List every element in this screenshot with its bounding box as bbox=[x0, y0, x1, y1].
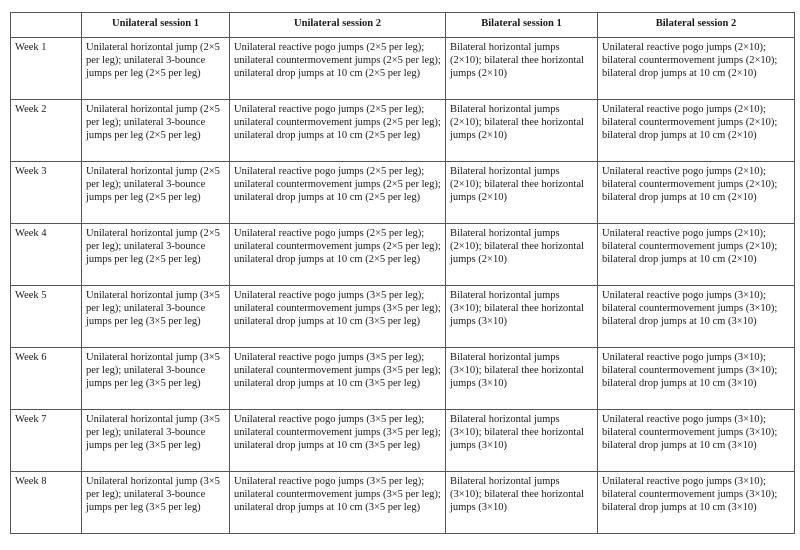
bilateral-session-1-cell: Bilateral horizontal jumps (3×10); bilateral thee horizontal jumps (3×10) bbox=[446, 472, 598, 534]
unilateral-session-1-cell: Unilateral horizontal jump (3×5 per leg); unilateral 3-bounce jumps per leg (3×5 per leg) bbox=[82, 410, 230, 472]
header-week bbox=[11, 13, 82, 38]
unilateral-session-1-cell: Unilateral horizontal jump (3×5 per leg); unilateral 3-bounce jumps per leg (3×5 per leg) bbox=[82, 286, 230, 348]
table-row bbox=[11, 224, 795, 286]
table-row bbox=[11, 410, 795, 472]
bilateral-session-1-cell: Bilateral horizontal jumps (2×10); bilateral thee horizontal jumps (2×10) bbox=[446, 100, 598, 162]
unilateral-session-2-cell: Unilateral reactive pogo jumps (3×5 per leg); unilateral countermovement jumps (3×5 per leg); unilateral drop jumps at 10 cm (3×5 per leg) bbox=[230, 472, 446, 534]
table-row bbox=[11, 100, 795, 162]
header-row bbox=[11, 13, 795, 38]
unilateral-session-1-cell: Unilateral horizontal jump (2×5 per leg); unilateral 3-bounce jumps per leg (2×5 per leg) bbox=[82, 100, 230, 162]
unilateral-session-1-cell: Unilateral horizontal jump (3×5 per leg); unilateral 3-bounce jumps per leg (3×5 per leg) bbox=[82, 348, 230, 410]
table-row bbox=[11, 38, 795, 100]
week-cell: Week 6 bbox=[11, 348, 82, 410]
training-program-table bbox=[10, 12, 795, 534]
bilateral-session-2-cell: Unilateral reactive pogo jumps (3×10); bilateral countermovement jumps (3×10); bilateral drop jumps at 10 cm (3×10) bbox=[598, 348, 795, 410]
bilateral-session-1-cell: Bilateral horizontal jumps (3×10); bilateral thee horizontal jumps (3×10) bbox=[446, 286, 598, 348]
unilateral-session-1-cell: Unilateral horizontal jump (2×5 per leg); unilateral 3-bounce jumps per leg (2×5 per leg) bbox=[82, 38, 230, 100]
bilateral-session-2-cell: Unilateral reactive pogo jumps (2×10); bilateral countermovement jumps (2×10); bilateral drop jumps at 10 cm (2×10) bbox=[598, 100, 795, 162]
bilateral-session-2-cell: Unilateral reactive pogo jumps (2×10); bilateral countermovement jumps (2×10); bilateral drop jumps at 10 cm (2×10) bbox=[598, 224, 795, 286]
unilateral-session-2-cell: Unilateral reactive pogo jumps (2×5 per leg); unilateral countermovement jumps (2×5 per leg); unilateral drop jumps at 10 cm (2×5 per leg) bbox=[230, 162, 446, 224]
week-cell: Week 7 bbox=[11, 410, 82, 472]
week-cell: Week 5 bbox=[11, 286, 82, 348]
training-table-container bbox=[10, 12, 794, 534]
header-unilateral-session-2: Unilateral session 2 bbox=[230, 13, 446, 38]
unilateral-session-2-cell: Unilateral reactive pogo jumps (3×5 per leg); unilateral countermovement jumps (3×5 per leg); unilateral drop jumps at 10 cm (3×5 per leg) bbox=[230, 348, 446, 410]
bilateral-session-2-cell: Unilateral reactive pogo jumps (3×10); bilateral countermovement jumps (3×10); bilateral drop jumps at 10 cm (3×10) bbox=[598, 286, 795, 348]
bilateral-session-2-cell: Unilateral reactive pogo jumps (2×10); bilateral countermovement jumps (2×10); bilateral drop jumps at 10 cm (2×10) bbox=[598, 162, 795, 224]
bilateral-session-1-cell: Bilateral horizontal jumps (3×10); bilateral thee horizontal jumps (3×10) bbox=[446, 410, 598, 472]
bilateral-session-2-cell: Unilateral reactive pogo jumps (2×10); bilateral countermovement jumps (2×10); bilateral drop jumps at 10 cm (2×10) bbox=[598, 38, 795, 100]
unilateral-session-2-cell: Unilateral reactive pogo jumps (3×5 per leg); unilateral countermovement jumps (3×5 per leg); unilateral drop jumps at 10 cm (3×5 per leg) bbox=[230, 286, 446, 348]
header-bilateral-session-2: Bilateral session 2 bbox=[598, 13, 795, 38]
bilateral-session-1-cell: Bilateral horizontal jumps (2×10); bilateral thee horizontal jumps (2×10) bbox=[446, 38, 598, 100]
unilateral-session-1-cell: Unilateral horizontal jump (2×5 per leg); unilateral 3-bounce jumps per leg (2×5 per leg) bbox=[82, 162, 230, 224]
table-row bbox=[11, 162, 795, 224]
bilateral-session-1-cell: Bilateral horizontal jumps (2×10); bilateral thee horizontal jumps (2×10) bbox=[446, 224, 598, 286]
bilateral-session-2-cell: Unilateral reactive pogo jumps (3×10); bilateral countermovement jumps (3×10); bilateral drop jumps at 10 cm (3×10) bbox=[598, 472, 795, 534]
unilateral-session-2-cell: Unilateral reactive pogo jumps (2×5 per leg); unilateral countermovement jumps (2×5 per leg); unilateral drop jumps at 10 cm (2×5 per leg) bbox=[230, 224, 446, 286]
unilateral-session-1-cell: Unilateral horizontal jump (2×5 per leg); unilateral 3-bounce jumps per leg (2×5 per leg) bbox=[82, 224, 230, 286]
week-cell: Week 2 bbox=[11, 100, 82, 162]
bilateral-session-1-cell: Bilateral horizontal jumps (3×10); bilateral thee horizontal jumps (3×10) bbox=[446, 348, 598, 410]
unilateral-session-2-cell: Unilateral reactive pogo jumps (2×5 per leg); unilateral countermovement jumps (2×5 per leg); unilateral drop jumps at 10 cm (2×5 per leg) bbox=[230, 100, 446, 162]
unilateral-session-2-cell: Unilateral reactive pogo jumps (3×5 per leg); unilateral countermovement jumps (3×5 per leg); unilateral drop jumps at 10 cm (3×5 per leg) bbox=[230, 410, 446, 472]
header-unilateral-session-1: Unilateral session 1 bbox=[82, 13, 230, 38]
table-row bbox=[11, 348, 795, 410]
header-bilateral-session-1: Bilateral session 1 bbox=[446, 13, 598, 38]
week-cell: Week 8 bbox=[11, 472, 82, 534]
week-cell: Week 3 bbox=[11, 162, 82, 224]
unilateral-session-2-cell: Unilateral reactive pogo jumps (2×5 per leg); unilateral countermovement jumps (2×5 per leg); unilateral drop jumps at 10 cm (2×5 per leg) bbox=[230, 38, 446, 100]
table-row bbox=[11, 286, 795, 348]
unilateral-session-1-cell: Unilateral horizontal jump (3×5 per leg); unilateral 3-bounce jumps per leg (3×5 per leg) bbox=[82, 472, 230, 534]
bilateral-session-2-cell: Unilateral reactive pogo jumps (3×10); bilateral countermovement jumps (3×10); bilateral drop jumps at 10 cm (3×10) bbox=[598, 410, 795, 472]
table-row bbox=[11, 472, 795, 534]
week-cell: Week 4 bbox=[11, 224, 82, 286]
week-cell: Week 1 bbox=[11, 38, 82, 100]
bilateral-session-1-cell: Bilateral horizontal jumps (2×10); bilateral thee horizontal jumps (2×10) bbox=[446, 162, 598, 224]
